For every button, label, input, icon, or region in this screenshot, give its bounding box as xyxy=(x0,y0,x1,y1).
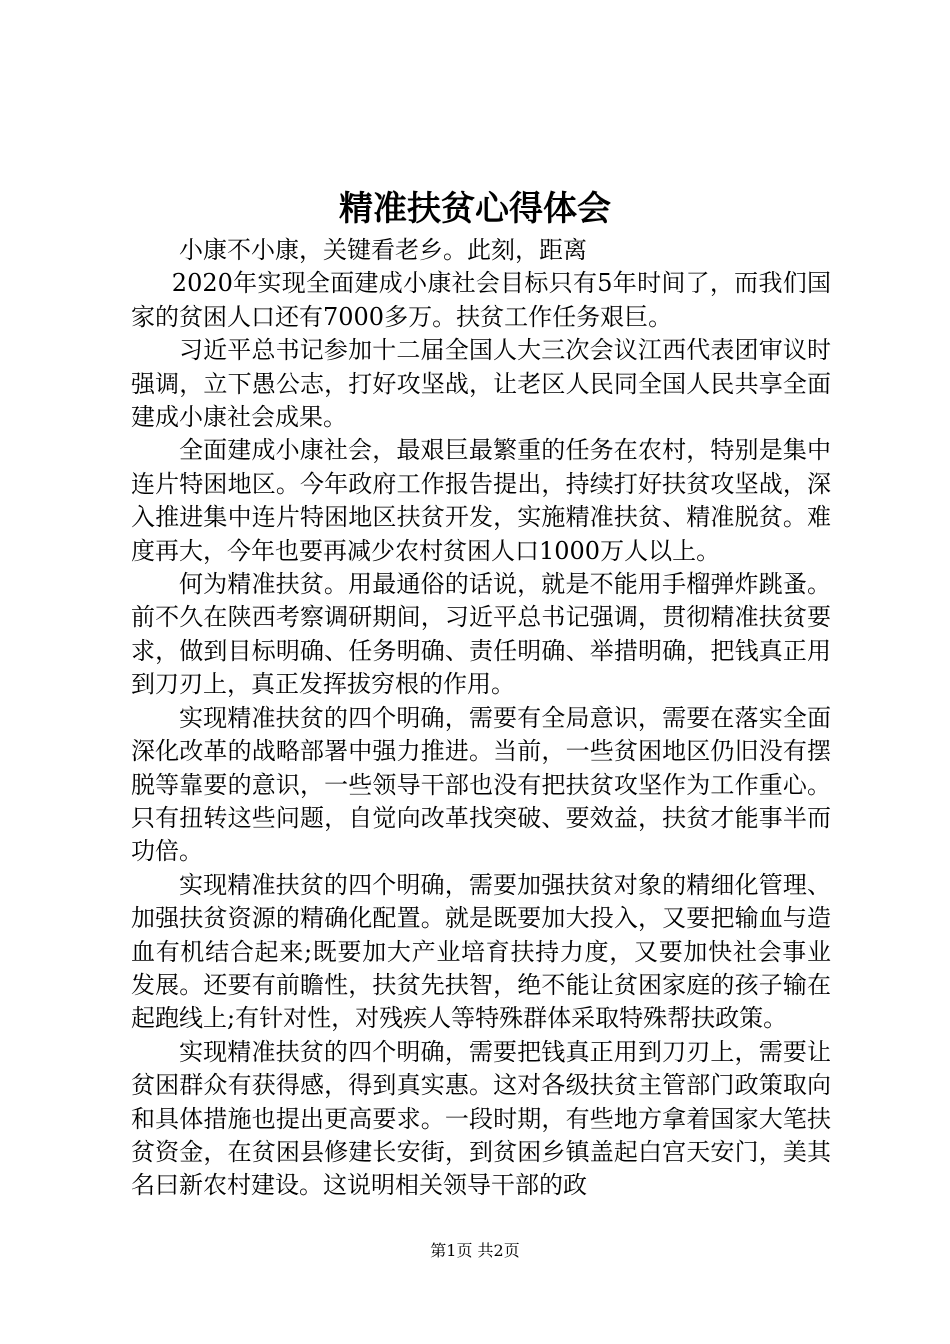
document-title: 精准扶贫心得体会 xyxy=(339,189,611,229)
paragraph-5: 何为精准扶贫。用最通俗的话说，就是不能用手榴弹炸跳蚤。前不久在陕西考察调研期间，习近平总书记强调，贯彻精准扶贫要求，做到目标明确、任务明确、责任明确、举措明确，把钱真正用到刀刃上，真正发挥拔穷根的作用。 xyxy=(131,570,831,699)
paragraph-8: 实现精准扶贫的四个明确，需要把钱真正用到刀刃上，需要让贫困群众有获得感，得到真实惠。这对各级扶贫主管部门政策取向和具体措施也提出更高要求。一段时期，有些地方拿着国家大笔扶贫资金，在贫困县修建长安街，到贫困乡镇盖起白宫天安门，美其名曰新农村建设。这说明相关领导干部的政 xyxy=(131,1037,831,1200)
paragraph-4: 全面建成小康社会，最艰巨最繁重的任务在农村，特别是集中连片特困地区。今年政府工作报告提出，持续打好扶贫攻坚战，深入推进集中连片特困地区扶贫开发，实施精准扶贫、精准脱贫。难度再大，今年也要再减少农村贫困人口1000万人以上。 xyxy=(131,436,831,565)
paragraph-7: 实现精准扶贫的四个明确，需要加强扶贫对象的精细化管理、加强扶贫资源的精确化配置。就是既要加大投入，又要把输血与造血有机结合起来;既要加大产业培育扶持力度，又要加快社会事业发展。还要有前瞻性，扶贫先扶智，绝不能让贫困家庭的孩子输在起跑线上;有针对性，对残疾人等特殊群体采取特殊帮扶政策。 xyxy=(131,870,831,1033)
paragraph-3: 习近平总书记参加十二届全国人大三次会议江西代表团审议时强调，立下愚公志，打好攻坚战，让老区人民同全国人民共享全面建成小康社会成果。 xyxy=(131,336,831,432)
paragraph-6: 实现精准扶贫的四个明确，需要有全局意识，需要在落实全面深化改革的战略部署中强力推进。当前，一些贫困地区仍旧没有摆脱等靠要的意识，一些领导干部也没有把扶贫攻坚作为工作重心。只有扭转这些问题，自觉向改革找突破、要效益，扶贫才能事半而功倍。 xyxy=(131,703,831,866)
document-body xyxy=(131,234,831,1203)
paragraph-2: 2020年实现全面建成小康社会目标只有5年时间了，而我们国家的贫困人口还有7000多万。扶贫工作任务艰巨。 xyxy=(131,269,831,331)
paragraph-1: 小康不小康，关键看老乡。此刻，距离 xyxy=(179,236,587,264)
page-number-footer: 第1页 共2页 xyxy=(430,1241,520,1260)
